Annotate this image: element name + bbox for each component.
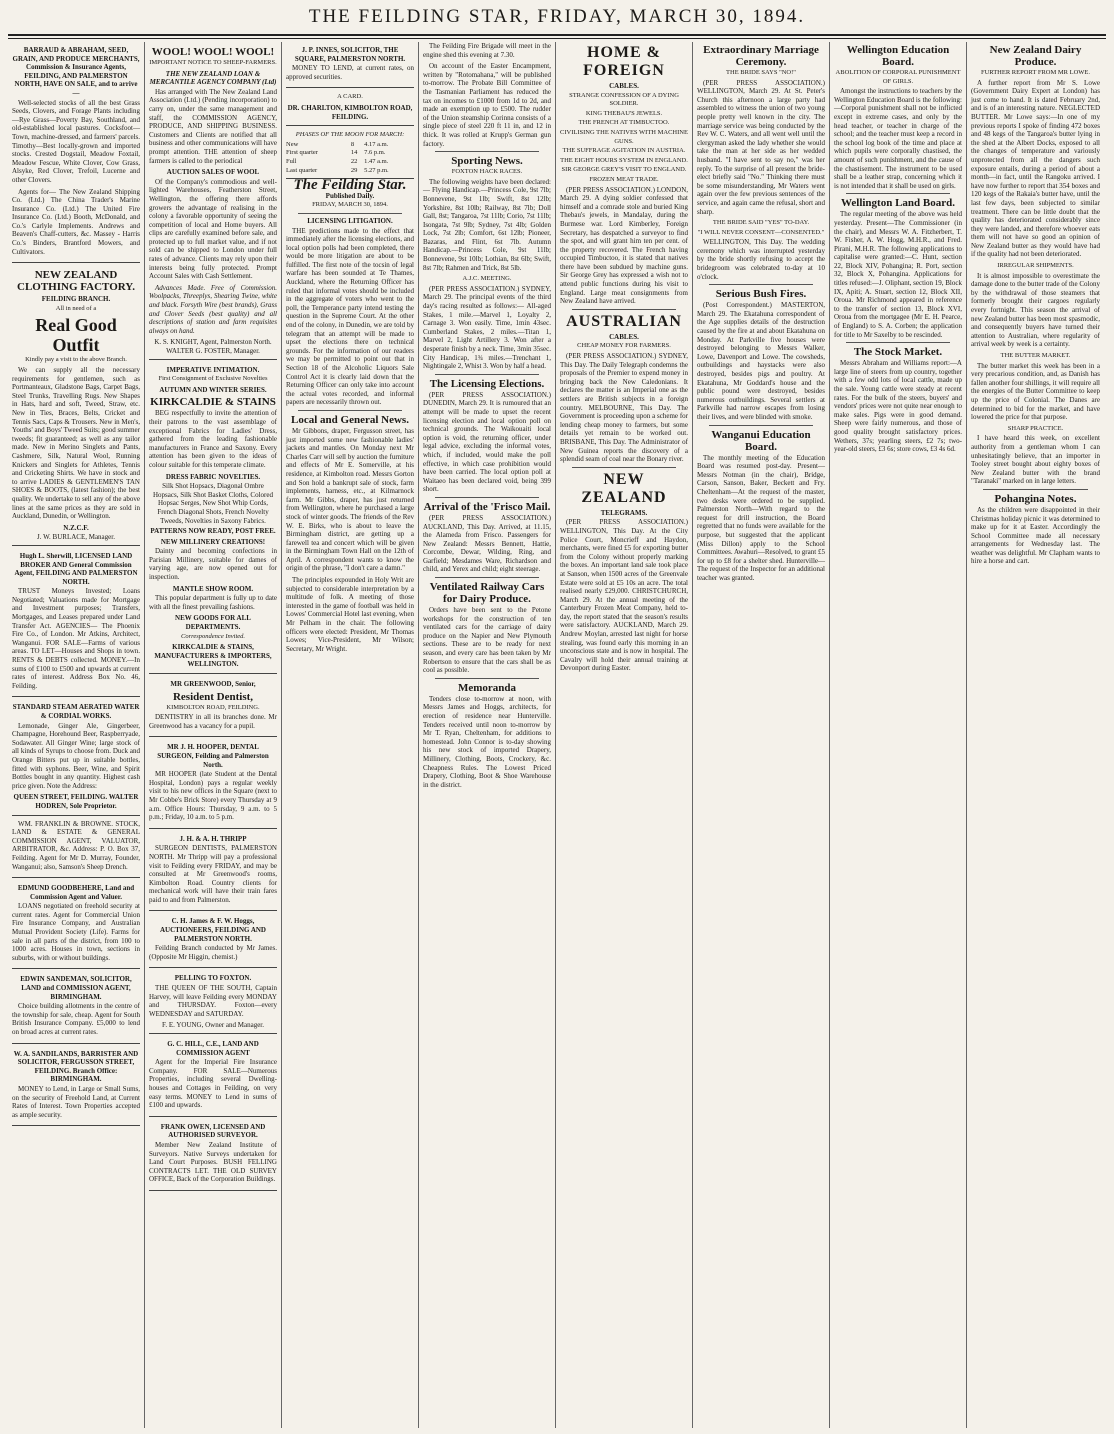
stock-market-body: Messrs Abraham and Williams report:—A large line of steers from up country, together with a few odd lots of local cattle, made up the sale. Young cattle were steady at recent rates. For the bulk of the steers, buyers' and vendors' prices were not quite near enough to make sales. Pigs were in good demand. Sheep were fairly numerous, and those of good quality brought satisfactory prices. Wethers, 37s; yearling steers, £2 7s; two-year-old steers, £3 6s; store cows, £3 4s 6d. (834, 359, 962, 454)
published-daily: Published Daily. (325, 191, 375, 200)
dress-heading: DRESS FABRIC NOVELTIES. (165, 472, 261, 481)
sandilands-advert (12, 1046, 140, 1127)
loan-company: THE NEW ZEALAND LOAN & MERCANTILE AGENCY COMPANY (Ltd) (149, 69, 277, 87)
imperative-heading: IMPERATIVE INTIMATION. (166, 365, 260, 374)
foxton-races: FOXTON HACK RACES. (451, 168, 523, 176)
hooper-body: MR HOOPER (late Student at the Dental Hospital, London) pays a regular weekly visit to his new offices in the Square (next to Mr Cobbe's Brick Store) every Thursday at 9 a.m. Office Hours: Thursday, 9 a.m. to 5 p.m.; Friday, 10 a.m. to 5 p.m. (149, 770, 277, 822)
kirkcaldie-advert (149, 362, 277, 674)
sandeman-heading: EDWIN SANDEMAN, SOLICITOR, LAND and COMMISSION AGENT, BIRMINGHAM. (20, 975, 132, 1001)
divider (298, 213, 402, 214)
sherwill-heading: Hugh L. Sherwill, LICENSED LAND BROKER AND General Commission Agent, FEILDING AND PALMERSTON NORTH. (14, 551, 138, 586)
hill-body: Agent for the Imperial Fire Insurance Company. FOR SALE—Numerous Properties, including several Dwelling-houses and Cottages in Feilding, on very easy terms. MONEY to Lend in sums of £100 and upwards. (149, 1058, 277, 1110)
nz-body: (PER PRESS ASSOCIATION.) WELLINGTON, This Day. At the City Police Court, Moncrieff and Haydon, merchants, were fined £5 for exporting butter from the Colony without properly marking the boxes. An important land sale took place at Sanson, when 1500 acres of the Greenvale Estate were sold at £5 10s an acre. The total realised nearly £29,000. CHRISTCHURCH, March 29. At the annual meeting of the Canterbury Frozen Meat Company, held to-day, the report stated that the season's results were satisfactory. AUCKLAND, March 29. Andrew Moylan, arrested last night for horse stealing, was found early this morning in an unconscious state and is now in hospital. The Cavalry will hold their annual training at Devonport during Easter. (560, 518, 688, 673)
headline-item: SIR GEORGE GREY'S VISIT TO ENGLAND. (561, 166, 687, 174)
never-consent: "I WILL NEVER CONSENT—CONSENTED." (697, 228, 825, 236)
goods-heading: NEW GOODS FOR ALL DEPARTMENTS. (175, 614, 251, 632)
bride-yes-body: WELLINGTON, This Day. The wedding ceremony which was interrupted yesterday by the bride shortly refusing to accept the bridegroom was celebrated to-day at 10 o'clock. (697, 238, 825, 281)
bush-fires-heading: Serious Bush Fires. (715, 288, 807, 301)
elections-heading: The Licensing Elections. (429, 377, 545, 390)
queen-body: THE QUEEN OF THE SOUTH, Captain Harvey, will leave Feilding every MONDAY and THURSDAY. Foxton—every WEDNESDAY and SATURDAY. (149, 984, 277, 1018)
pohangina-heading: Pohangina Notes. (994, 492, 1077, 505)
wanganui-body: The monthly meeting of the Education Board was resumed post-day. Present—Messrs Notman (in the chair), Bridge, Carson, Sanson, Baker, Beckett and Fry. Cheltenham—At the request of the master, two desks were ordered to be supplied. Palmerston North—With regard to the request for drill instruction, the Board regretted that no funds were available for the purpose, but suggested that the applicant (Miss Dillon) apply to the School Committees. Awahuri—Resolved, to grant £5 for up to £8 for a shelter shed. Hunterville—The request of the Inspector for an additional teacher was granted. (697, 453, 825, 582)
sporting-heading: Sporting News. (451, 155, 523, 168)
sandilands-body: MONEY to Lend, in Large or Small Sums, on the security of Freehold Land, at Current Rates of Interest. Town Properties accepted as ample security. (12, 1084, 140, 1119)
local-news-heading: Local and General News. (291, 413, 409, 426)
dress-list: Silk Shot Hopsacs, Diagonal Ombre Hopsacs, Silk Shot Basket Cloths, Colored Hopsac Serges, New Shot Whip Cords, French Diagonal Shots, French Novelty Tweeds, Novelties in Saxony Fabrics. (153, 482, 273, 525)
innes-body: MONEY TO LEND, at current rates, on approved securities. (286, 64, 414, 81)
local-news-body: Mr Gibbons, draper, Fergusson street, has just imported some new fashionable ladies' jackets and mantles. On Monday next Mr Charles Carr will sell by auction the furniture and effects of Mr E. Somerville, at his residence, at Kimbolton road. Messrs Gorton and Son hold a bankrupt sale of stock, farm implements, harness, etc., at Kilmarnock farm. Mr Gibbs, draper, has just returned from Wellington, where he purchased a large stock of winter goods. The friends of the Rev W. E. Birks, who is about to leave the Birmingham district, are getting up a farewell tea and concert which will be given in the Birmingham Town Hall on the 12th of April. A correspondent wants to know the origin of the phrase, "I don't care a damn." (286, 426, 414, 573)
divider (435, 497, 539, 498)
masthead-rule-thin (8, 38, 1106, 39)
dentistry-body: DENTISTRY in all its branches done. Mr Greenwood has a vacancy for a pupil. (149, 713, 277, 730)
star-title: The Feilding Star. (293, 177, 407, 194)
barraud-advert (12, 42, 140, 263)
exclusive-sub: First Consignment of Exclusive Novelties (158, 375, 268, 383)
foxton-advert (149, 970, 277, 1034)
headline-item: CIVILISING THE NATIVES WITH MACHINE GUNS. (560, 128, 688, 145)
mantle-heading: MANTLE SHOW ROOM. (172, 584, 254, 593)
owen-advert (149, 1119, 277, 1191)
sporting-body: The following weights have been declared:— Flying Handicap.—Princess Cole, 9st 7lb; Bonnevene, 9st 1lb; Swift, 8st 12lb; Yorkshire, 8st 10lb; Railway, 8st 7lb; Doll Gall, 8st; Tangaroa, 7st 11lb; Corio, 7st 11lb; Isongata, 7st 9lb; Sydney, 7st 4lb; Golden Lock, 7st 2lb; Comfort, 6st 12lb; Pioneer, Bazaras, and Flint, 6st 7lb. Autumn Handicap.—Princess Cole, 9st 11lb; Bonnevene, 9st 10lb; Lothian, 8st 6lb; Swift, 8st 7lb; Rahmen and Trick, 8st 5lb. (423, 177, 551, 272)
clothing-advert (12, 265, 140, 546)
column-4 (419, 42, 556, 1428)
owen-heading: FRANK OWEN, LICENSED AND AUTHORISED SURVEYOR. (160, 1122, 266, 1140)
memoranda-heading: Memoranda (457, 681, 517, 694)
nzcf-signature: J. W. BURLACE, Manager. (37, 533, 115, 542)
hooper-heading: MR J. H. HOOPER, DENTAL SURGEON, Feilding and Palmerston North. (157, 743, 269, 769)
aerated-body: Lemonade, Ginger Ale, Gingerbeer, Champagne, Horehound Beer, Raspberryade, Sodawater. All Ginger Wine; large stock of all kinds of Syrups to choose from. Duck and Orange Bitters put up in suitable bottles, fitted with syphons. Beer, Wine, and Spirit Bottles bought in any quantity. Highest cash price given. Note the Address: (12, 721, 140, 790)
innes-advert (286, 42, 414, 88)
franklin-advert (12, 818, 140, 879)
phase-row: First quarter 14 7.6 p.m. (286, 149, 386, 157)
hoggs-body: Feilding Branch conducted by Mr James. (Opposite Mr Higgin, chemist.) (149, 944, 277, 961)
resident-dentist: Resident Dentist, (172, 690, 254, 703)
divider (709, 284, 813, 285)
cheap-money: CHEAP MONEY FOR FARMERS. (577, 342, 671, 350)
divider (298, 410, 402, 411)
millinery-body: Dainty and becoming confections in Parisian Millinery, suitable for dames of varying age, are now opened out for inspection. (149, 547, 277, 582)
nz-telegrams: TELEGRAMS. (600, 508, 648, 517)
goodbehere-body: LOANS negotiated on freehold security at current rates. Agent for Commercial Union Fire Insurance Company, and Australian Mutual Provident Society (Life). Farms for sale in all parts of the district, from 100 to 1000 acres. Houses in town, sections in suburbs, with or without buildings. (12, 902, 140, 962)
headline-item: KING THEBAU'S JEWELS. (585, 109, 663, 117)
elections-body: (PER PRESS ASSOCIATION.) DUNEDIN, March 29. It is rumoured that an attempt will be made to upset the recent licensing election and local option poll on technical grounds. The Waikouaiti local option is void, the returning officer, under legal advice, excluding the informal votes, which, if included, would make the poll effective, in which case prohibition would have been carried. The local option poll at Waitaeo has been declared void, being 399 short. (423, 390, 551, 494)
pohangina-body: As the children were disappointed in their Christmas holiday picnic it was determined to make up for it at Easter. Accordingly the School Committee made all necessary arrangements for Wednesday last. The weather was delightful. Mr Clapham wants to hire a horse and cart. (971, 505, 1100, 566)
nzcf-label: N.Z.C.F. (63, 523, 89, 532)
sandeman-body: Choice building allotments in the centre of the township for sale, cheap. Agent for South British Insurance Company. £5,000 to lend on broad acres at current rates. (12, 1002, 140, 1036)
headline-item: THE EIGHT HOURS SYSTEM IN ENGLAND. (560, 156, 688, 164)
aerated-advert (12, 699, 140, 815)
clothing-outfit: Real Good Outfit (35, 315, 117, 356)
butter-market-heading: THE BUTTER MARKET. (1000, 352, 1071, 359)
sandilands-heading: W. A. SANDILANDS, BARRISTER AND SOLICITOR, FERGUSSON STREET, FEILDING. Branch Office: BIRMINGHAM. (13, 1049, 139, 1084)
divider (572, 309, 676, 310)
home-foreign-body: (PER PRESS ASSOCIATION.) LONDON, March 29. A dying soldier confessed that himself and a comrade stole and buried King Thebau's jewels, in Mandalay, during the Burmese war. Lord Kimberley, Foreign Secretary, has despatched a surveyor to find the spot, and will grant him ten per cent. of the property recovered. The French having occupied Timbuctoo, it is stated that natives there have been subdued by machine guns. Sir George Grey has expressed a wish not to attend public functions during his visit to England. Large meat consignments from New Zealand have arrived. (560, 185, 688, 306)
wellington-board-body: Amongst the instructions to teachers by the Wellington Education Board is the following:—Corporal punishment shall not be inflicted except in extreme cases, and only by the head teacher, or teacher in charge of the school; and the teacher must keep a record in the school log book of the time and place at which pupils were corporally chastised, the amount of such punishment, and the cause of the chastisement. The instrument to be used shall be a leather strap, concerning which it is not intended that it shall be used on girls. (834, 87, 962, 190)
stock-market-heading: The Stock Market. (853, 346, 943, 359)
memoranda-body: Tenders close to-morrow at noon, with Messrs James and Hoggs, architects, for erection of residence near Hunterville. Tenders received until noon to-morrow by Mr T. Ryan, Cheltenham, for additions to homestead. John Connor is to-day showing his new stock of imported Drapery, Millinery, Clothing, Boots, Crockery, &c. Cheapness Rules. The Lowest Priced Drapery, Clothing, Boot & Shoe Warehouse in the district. (423, 694, 551, 789)
owen-body: Member New Zealand Institute of Surveyors. Native Surveys undertaken for Land Court Purposes. BUSH FELLING CONTRACTS LET. THE OLD SURVEY OFFICE, Back of the Corporation Buildings. (149, 1140, 277, 1184)
kirkcaldie-title: KIRKCALDIE & STAINS (150, 396, 276, 409)
bush-fires-body: (Post Correspondent.) MASTERTON, March 29. The Ekatahuna correspondent of the Age supplies details of the destruction caused by the fire at and about Ekatahuna on Monday. At Parkville five houses were destroyed belonging to Messrs Walker, Lowe, Davenport and Lowe. The cowsheds, outbuildings and haystacks were also destroyed, besides pigs and poultry. At Ekatahuna, Mr Goddard's house and the public pound were destroyed, besides numerous outbuildings. Several settlers at Parkville had narrow escapes from losing their lives, and were blinded with smoke. (697, 301, 825, 421)
column-6 (693, 42, 830, 1428)
kirkcaldie-body: BEG respectfully to invite the attention of their patrons to the vast assemblage of exceptional Fabrics for Ladies' Dress, gathered from the leading fashionable manufacturers in France and Saxony. Every attention has been given to the ideas of colour suitable for this temperate climate. (149, 409, 277, 469)
frisco-body: (PER PRESS ASSOCIATION.) AUCKLAND, This Day. Arrived, at 11.15, the Alameda from Frisco. Passengers for New Zealand: Messrs Bennett, Hattie, Corcombe, Dewar, Wilding, Ring, and Garfield; Mesdames Ware, Richardson and child, and Yerex and child; eight steerage. (423, 513, 551, 574)
headline-item: FROZEN MEAT TRADE. (589, 175, 659, 183)
young-signature: F. E. YOUNG, Owner and Manager. (161, 1021, 265, 1030)
land-board-heading: Wellington Land Board. (840, 197, 955, 210)
fire-brigade: The Feilding Fire Brigade will meet in the engine shed this evening at 7.30. (423, 42, 551, 59)
column-1 (8, 42, 145, 1428)
column-2 (145, 42, 282, 1428)
thripp-body: SURGEON DENTISTS, PALMERSTON NORTH. Mr Thripp will pay a professional visit to Feilding every FRIDAY, and may be consulted at Mr Greenwood's rooms, Kimbolton Road. Country clients for mechanical work will have their train fares paid to and from Palmerston. (149, 844, 277, 904)
charlton-advert (286, 90, 414, 126)
auction-body: Of the Company's commodious and well-lighted Warehouses, Featherston Street, Wellington, the offering there affords growers the advantage of realising in the colony a favorable opportunity of seeing the competition of local and Home buyers. All clips are carefully examined before sale, and protected up to full market value, and if not sold can be shipped to London under full rates of advance. Clients may rely upon their interests being fully protected. Prompt Account Sales with Cash Settlement. (149, 177, 277, 281)
phase-row: Full 22 1.47 a.m. (286, 157, 389, 165)
licensing-body: THE predictions made to the effect that immediately after the licensing elections, and local option polls had been completed, there would be more litigation are about to be fulfilled. The first note of the tocsin of legal warfare has been sounded at Te Thames, Auckland, where the Returning Officer has ruled that informal votes should be included in the aggregate of voters who went to the poll, the Temperance party intend testing the question in the Supreme Court. At the other end of the colony, in Dunedin, we are told by telegram that an attempt will be made to upset the elections there on technical grounds. For the information of our readers we may be permitted to point out that in Section 18 of the Alcoholic Liquors Sale Control Act it is clearly laid down that the Returning Officer can only take into account the actual votes recorded, and informal papers are necessarily thrown out. (286, 226, 414, 407)
greenwood-advert (149, 676, 277, 737)
kimbolton-address: KIMBOLTON ROAD, FEILDING. (166, 703, 260, 711)
column-8 (967, 42, 1104, 1428)
goodbehere-advert (12, 880, 140, 969)
innes-heading: J. P. INNES, SOLICITOR, THE SQUARE, PALMERSTON NORTH. (294, 46, 406, 63)
divider (709, 425, 813, 426)
divider (572, 467, 676, 468)
home-foreign-cables: CABLES. (609, 82, 639, 90)
masthead-rule (8, 34, 1106, 36)
phase-row: Last quarter 29 5.27 p.m. (286, 166, 389, 174)
barraud-heading: BARRAUD & ABRAHAM, SEED, GRAIN, AND PRODUCE MERCHANTS, Commission & Insurance Agents, FEILDING, AND PALMERSTON NORTH, HAVE ON SALE, and to arrive— (12, 46, 140, 97)
sharp-practice-heading: SHARP PRACTICE. (1007, 424, 1064, 432)
licensing-heading: LICENSING LITIGATION. (307, 216, 393, 225)
thripp-heading: J. H. & A. H. THRIPP (179, 834, 247, 843)
australian-body: (PER PRESS ASSOCIATION.) SYDNEY, This Day. The Daily Telegraph condemns the proposals of the Premier to expend money in bringing back the New Caledonians. It declares the matter is an Imperial one as the settlers are British subjects in a foreign country. MELBOURNE, This Day. The Government is proceeding upon a scheme for lending cheap money to farmers, but some details yet remain to be worked out. BRISBANE, This Day. The Administrator of New Guinea reports the discovery of a splendid seam of coal near the Bonary river. (560, 352, 688, 464)
ajc-body: (PER PRESS ASSOCIATION.) SYDNEY, March 29. The principal events of the third day's racing resulted as follows:— All-aged Stakes, 1 mile.—Marvel 1, Loyalty 2, Carnage 3. Won easily. Time, 1min 43sec. Cumberland Stakes, 2 miles.—Titan 1, Marvel 2, Light Artillery 3. Won after a desperate finish by a neck. Time, 3min 35sec. City Handicap, 1¾ miles.—Trenchant 1, Nightingale 2, Whist 3. Won by half a head. (423, 284, 551, 371)
marriage-body: (PER PRESS ASSOCIATION.) WELLINGTON, March 29. At St. Peter's Church this afternoon a large party had assembled to witness the union of two young people pretty well known in the city. The marriage service was being conducted by the Rev W. C. Waters, and all went well until the clergyman asked the lady whether she would take the man at her side as her wedded husband. "I have sent to say no," was her reply. To the surprise of all present the bride-elect briefly said "No." Thinking there must be some misunderstanding, Mr Waters went again over the few previous sentences of the service, and again came the refusal, short and sharp. (697, 78, 825, 216)
patterns-heading: PATTERNS NOW READY, POST FREE. (150, 527, 276, 536)
aerated-heading: STANDARD STEAM AERATED WATER & CORDIAL WORKS. (12, 703, 140, 720)
divider (435, 678, 539, 679)
frisco-heading: Arrival of the 'Frisco Mail. (423, 500, 551, 513)
wool-heading: WOOL! WOOL! WOOL! (151, 46, 275, 58)
phases-title: PHASES OF THE MOON FOR MARCH: (295, 131, 405, 139)
ventilated-body: Orders have been sent to the Petone workshops for the construction of ten ventilated cars for the carriage of dairy produce on the Napier and New Plymouth sections. These are to be ready for next season, and every care has been taken by Mr Robertson to ensure that the cars shall be as cool as possible. (423, 606, 551, 675)
divider (435, 577, 539, 578)
bride-sub: THE BRIDE SAYS "NO!" (726, 69, 796, 76)
shipments-body: It is almost impossible to overestimate the damage done to the butter trade of the Colony by the withdrawal of those steamers that formerly brought their cargoes regularly every fortnight. This season the arrival of new Zealand butter has been most spasmodic, and consequently buyers have turned their attention to Australian, where regularity of arrival week by week is a certainty. (971, 271, 1100, 349)
phase-row: New 8 4.17 a.m. (286, 140, 389, 148)
dairy-report: FURTHER REPORT FROM MR LOWE. (980, 69, 1091, 76)
column-3 (282, 42, 419, 1428)
millinery-heading: NEW MILLINERY CREATIONS! (160, 537, 266, 546)
franklin-body: WM. FRANKLIN & BROWNE. STOCK, LAND & ESTATE & GENERAL COMMISSION AGENT, VALUATOR, ARBITRATOR, &c. Address: P. O. Box 37, Feilding. Agent for Mr D. Murray, Founder, Wanganui; also, Samson's Sheep Drench. (12, 819, 140, 871)
wanganui-heading: Wanganui Education Board. (711, 428, 811, 453)
marriage-heading: Extraordinary Marriage Ceremony. (703, 44, 819, 68)
foxton-heading: PELLING TO FOXTON. (174, 974, 252, 983)
wool-advert (149, 42, 277, 360)
divider (435, 374, 539, 375)
headline-item: STRANGE CONFESSION OF A DYING SOLDIER. (569, 91, 679, 108)
barraud-body: Well-selected stocks of all the best Grass Seeds, Clovers, and Forage Plants including—Rye Grass—Poverty Bay, Southland, and old-established local pastures. Cocksfoot—Town, machine-dressed, and farmers' parcels. Timothy—Best locally-grown and imported stocks. Crested Dogstail, Meadow Foxtail, Meadow Fescue, White Clover, Cow Grass, Alsyke, Red Clover, Trefoil, Lucerne and other Clovers. (12, 98, 140, 184)
moon-phases (286, 128, 414, 179)
home-foreign-heading: HOME & FOREIGN (583, 44, 665, 79)
sherwill-advert (12, 548, 140, 698)
correspondence-note: Correspondence Invited. (180, 632, 246, 640)
divider (435, 151, 539, 152)
hoggs-advert (149, 913, 277, 968)
clothing-title: NEW ZEALAND CLOTHING FACTORY. (17, 269, 135, 294)
advances-body: Advances Made. Free of Commission. Woolpacks, Threeplys, Shearing Twine, white and black. Forsyth Wire (best brands), Grass and Clover Seeds (best quality) and all descriptions of station and farm requisites always on hand. (149, 283, 277, 335)
greenwood-name: MR GREENWOOD, Senior, (170, 680, 256, 688)
loan-body: Has arranged with The New Zealand Land Association (Ltd.) (Pending incorporation) to carry on, under the same management and staff, the COMMISSION AGENCY, PRODUCE, AND SHIPPING BUSINESS. Customers and Clients are notified that all business and other communications will have prompt attention. THE attention of sheep farmers is called to the periodical (149, 87, 277, 165)
auction-heading: AUCTION SALES OF WOOL (166, 168, 260, 177)
column-7 (830, 42, 967, 1428)
shipments-heading: IRREGULAR SHIPMENTS. (997, 262, 1074, 270)
clothing-body: We can supply all the necessary requirements for gentlemen, such as Portmanteaux, Gladstone Bags, Carpet Bags, Steel Trunks, Travelling Rugs. New Shapes in Hats, hard and soft, Tweed, Straw, etc. New in Ties, Braces, Belts, Cricket and Tennis Sacs, Caps & Trousers. New in Men's, Youths' and Boys' Tweed Suits; good summer tweeds; fit guaranteed; as well as any tailor made. New in Merino Singlets and Pants, Cashmere, Silk, Natural Wool, Running Knickers and Singlets for Athletes, Tennis and Cricketing Shirts. We have in stock and to arrive LADIES & GENTLEMEN'S TAN SHOES & BOOTS, (latest fashion); the best quality. We undertake to sell any of the above lines at the same prices as they are sold in Auckland, Dunedin, or Wellington. (12, 366, 140, 521)
mantle-body: This popular department is fully up to date with all the finest prevailing fashions. (149, 594, 277, 611)
hooper-advert (149, 739, 277, 828)
issue-date: FRIDAY, MARCH 30, 1894. (312, 201, 388, 209)
butter-market-body: The butter market this week has been in a very precarious condition, and, as Danish has fallen another four shillings, it will require all the energies of the Butter Committee to keep up the price of Colonial. The Danes are determined to bid for the market, and have lowered the price for that purpose. (971, 361, 1100, 422)
thripp-advert (149, 831, 277, 912)
hill-heading: G. C. HILL, C.E., LAND AND COMMISSION AGENT (167, 1040, 259, 1057)
land-board-body: The regular meeting of the above was held yesterday. Present—The Commissioner (in the chair), and Messrs W. A. Fitzherbert, T. W. Fisher, A. W. Hogg, M.H.R., and Fred. Pirani, M.H.R. The following applications to capitalise were granted:—C. Hunt, section 22, Block XIV, Pohangina; R. Port, section 32, Block X, Pohangina. Applications for titles refused:—J. Oliphant, section 19, Block IX, Apiti; A. Stuart, section 12, Block XII, Oroua. Mr Richmond appeared in reference to the transfer of section 13, Block XVI, Oroua from the mortgagee (Mr E. H. Pearce, of England) to S. A. Corben; the application for title to Mr Saxelby to be rescinded. (834, 210, 962, 339)
column-5 (556, 42, 693, 1428)
masthead: THE FEILDING STAR, FRIDAY, MARCH 30, 1894. (308, 6, 806, 27)
wool-notice: IMPORTANT NOTICE TO SHEEP-FARMERS. (149, 59, 277, 66)
ventilated-heading: Ventilated Railway Cars for Dairy Produce. (429, 581, 545, 606)
dairy-body: A further report from Mr S. Lowe (Government Dairy Expert at London) has just come to hand. It is dated February 2nd, and is of an interesting nature. NEGLECTED BUTTER. Mr Lowe says:—In one of my previous reports I spoke of finding 472 boxes and 48 kegs of the Tangaroa's butter lying in the shed at the Albert Docks, exposed to all the changes of temperature and variously unprotected from all the dangers such exposure entails, during a period of about a month—in fact, until the Rangoku arrived. I have now further to report that 354 boxes and 120 kegs of the Rakaia's butter have, until the last few days, been subjected to similar treatment. There can be little doubt that the quality has deteriorated considerably since they were landed, and therefore whoever eats them will not have so good an opinion of New Zealand butter as they would have had if the quality had not been deteriorated. (971, 78, 1100, 259)
divider (846, 342, 950, 343)
clothing-branch: FEILDING BRANCH. (41, 295, 111, 304)
knight-signature: K. S. KNIGHT, Agent, Palmerston North. WALTER G. FOSTER, Manager. (154, 338, 272, 355)
hodren-signature: QUEEN STREET, FEILDING. WALTER HODREN, Sole Proprietor. (13, 793, 139, 810)
ajc-heading: A.J.C. MEETING. (462, 275, 512, 283)
barraud-agents: Agents for— The New Zealand Shipping Co. (Ltd.) The China Trader's Marine Insurance Co. (Ltd.) The United Fire Insurance Co. (Ltd.) Booth, McDonald, and Co.'s Carlyle Implements. Andrews and Beaven's Chaff-cutters, &c. Massey - Harris Co.'s Binders, Brantford Mowers, and Cultivators. (12, 187, 140, 256)
clothing-need: All in need of a (55, 304, 97, 312)
kirkcaldie-footer: KIRKCALDIE & STAINS, MANUFACTURERS & IMPORTERS, WELLINGTON. (154, 643, 272, 669)
bride-yes: THE BRIDE SAID "YES" TO-DAY. (712, 219, 810, 227)
charlton-card: A CARD. (337, 93, 363, 101)
australian-cables: CABLES. (609, 332, 639, 341)
wellington-board-heading: Wellington Education Board. (846, 44, 950, 68)
newspaper-columns (8, 42, 1106, 1428)
goodbehere-heading: EDMUND GOODBEHERE, Land and Commission Agent and Valuer. (17, 884, 135, 901)
phases-table (286, 141, 414, 175)
divider (846, 193, 950, 194)
fire-body: On account of the Easter Encampment, written by "Rotomahana," will be published to-morrow. The Probate Bill Committee of the Tasmanian Parliament has reduced the tax on incomes to £1000 from 1d to 2d, and made an exemption up to £500. The rudder of the Union steamship Corinna consists of a single piece of steel 220 ft 11 in, and 12 in thick. It was rolled at Krupp's German gun factory. (423, 62, 551, 148)
dairy-heading: New Zealand Dairy Produce. (989, 44, 1082, 68)
sherwill-body: TRUST Moneys Invested; Loans Negotiated; Valuations made for Mortgage and Investment purposes; Transfers, Mortgages, and Leases prepared under Land Transfer Act. AGENCIES— The Phoenix Fire Co., of London. Mr Atkins, Architect, Wanganui. FOR SALE—Farms of various areas. TO LET—Houses and Shops in town. RENTS & DEBTS collected. MONEY.—In sums of £100 to £500 and upwards at current rates of interest. Address Box No. 46, Feilding. (12, 587, 140, 690)
autumn-heading: AUTUMN AND WINTER SERIES. (159, 385, 267, 394)
sandeman-advert (12, 971, 140, 1043)
sharp-practice-body: I have heard this week, on excellent authority from a gentleman whom I can unhesitatingly believe, that an importer in Tooley street bought about eighty boxes of New Zealand butter with the brand "Taranaki" marked on in large letters. (971, 434, 1100, 486)
headline-item: THE SUFFRAGE AGITATION IN AUSTRIA. (562, 147, 686, 155)
nz-heading: NEW ZEALAND (581, 470, 667, 506)
divider (983, 489, 1088, 490)
charlton-heading: DR. CHARLTON, KIMBOLTON ROAD, FEILDING. (287, 103, 413, 121)
abolition-sub: ABOLITION OF CORPORAL PUNISHMENT OF GIRLS. (835, 69, 961, 85)
local-news-body-2: The principles expounded in Holy Writ are subjected to considerable interpretation by a multitude of folk. A meeting of those interested in the game of football was held in Lowes' Commercial Hotel last evening, when Mr Pelham in the chair. The following officers were elected: President, Mr Thomas Lowes; Vice-President, Mr Wilson; Secretary, Mr Wright. (286, 576, 414, 653)
clothing-sub: Kindly pay a visit to the above Branch. (25, 356, 127, 364)
hoggs-heading: C. H. James & F. W. Hoggs, AUCTIONEERS, FEILDING AND PALMERSTON NORTH. (160, 917, 266, 943)
headline-item: THE FRENCH AT TIMBUCTOO. (578, 119, 670, 127)
australian-heading: AUSTRALIAN (566, 312, 682, 330)
hill-advert (149, 1036, 277, 1117)
